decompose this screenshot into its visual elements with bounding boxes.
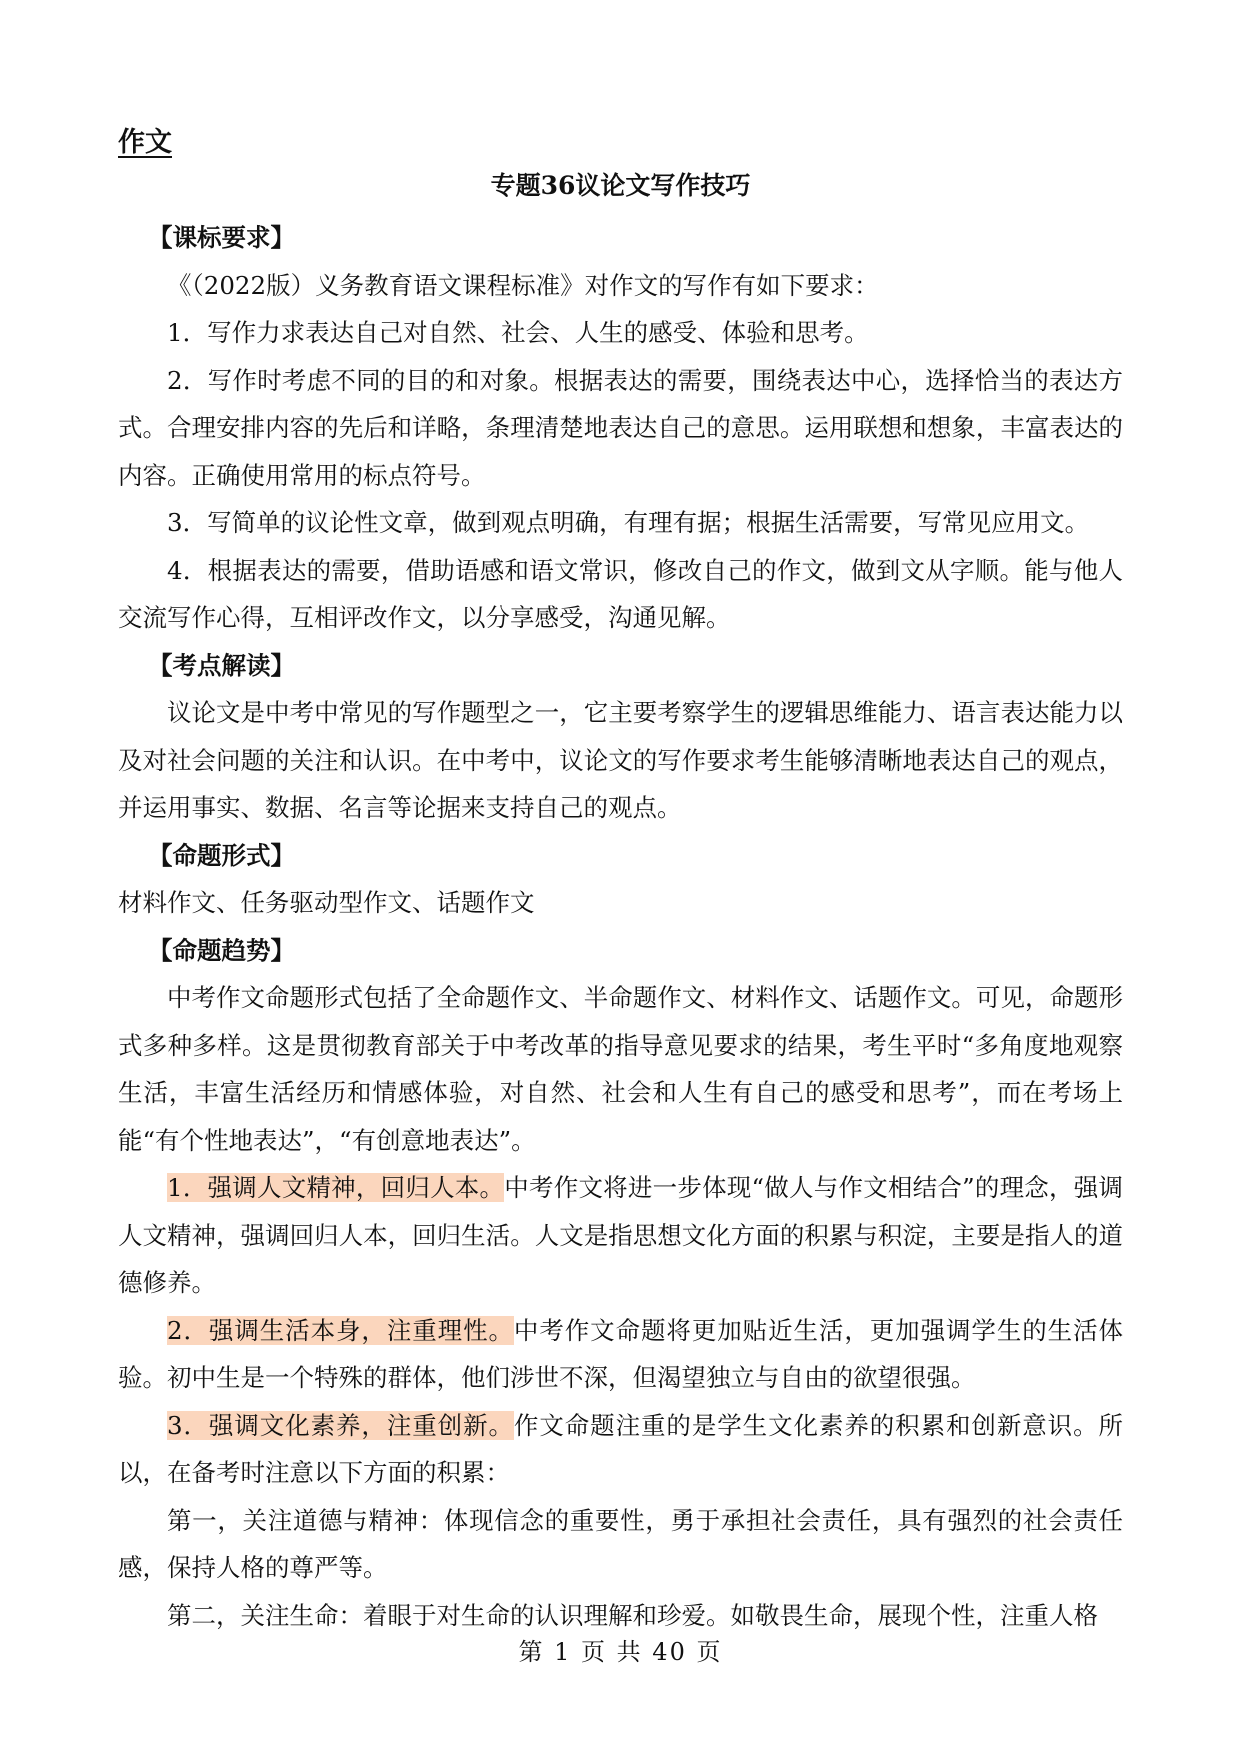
highlighted-paragraph <box>118 1164 1123 1307</box>
document-title: 专题36议论文写作技巧 <box>490 171 751 200</box>
paragraph: 4．根据表达的需要，借助语感和语文常识，修改自己的作文，做到文从字顺。能与他人交流写作心得，互相评改作文，以分享感受，沟通见解。 <box>118 555 1123 632</box>
document-body <box>118 214 1123 1639</box>
paragraph-text: 中考作文命题将更加贴近生活，更加强调学生的生活体验。初中生是一个特殊的群体，他们涉世不深，但渴望独立与自由的欲望很强。 <box>118 1315 1123 1392</box>
highlighted-key-point: 1．强调人文精神，回归人本。 <box>167 1173 505 1202</box>
highlighted-paragraph <box>118 1307 1123 1402</box>
section-heading: 【课标要求】 <box>148 223 295 252</box>
paragraph: 1．写作力求表达自己对自然、社会、人生的感受、体验和思考。 <box>167 318 869 347</box>
paragraph: 中考作文命题形式包括了全命题作文、半命题作文、材料作文、话题作文。可见，命题形式多种多样。这是贯彻教育部关于中考改革的指导意见要求的结果，考生平时“多角度地观察生活，丰富生活经历和情感体验，对自然、社会和人生有自己的感受和思考”，而在考场上能“有个性地表达”，“有创意地表达”。 <box>118 983 1123 1155</box>
paragraph: 材料作文、任务驱动型作文、话题作文 <box>118 888 535 917</box>
paragraph-text: 中考作文将进一步体现“做人与作文相结合”的理念，强调人文精神，强调回归人本，回归生活。人文是指思想文化方面的积累与积淀，主要是指人的道德修养。 <box>118 1173 1123 1297</box>
section-label: 作文 <box>118 127 172 158</box>
page-footer: 第 1 页 共 40 页 <box>518 1638 723 1666</box>
highlighted-key-point: 2．强调生活本身，注重理性。 <box>167 1315 514 1345</box>
paragraph: 议论文是中考中常见的写作题型之一，它主要考察学生的逻辑思维能力、语言表达能力以及对社会问题的关注和认识。在中考中，议论文的写作要求考生能够清晰地表达自己的观点，并运用事实、数据、名言等论据来支持自己的观点。 <box>118 698 1123 822</box>
paragraph: 《（2022版）义务教育语文课程标准》对作文的写作有如下要求： <box>167 270 879 300</box>
paragraph-text: 作文命题注重的是学生文化素养的积累和创新意识。所以，在备考时注意以下方面的积累： <box>118 1410 1123 1487</box>
section-heading: 【命题形式】 <box>148 840 295 870</box>
highlighted-paragraph <box>118 1402 1123 1497</box>
highlighted-key-point: 3．强调文化素养，注重创新。 <box>167 1410 514 1440</box>
paragraph: 3．写简单的议论性文章，做到观点明确，有理有据；根据生活需要，写常见应用文。 <box>167 508 1090 537</box>
paragraph: 第二，关注生命：着眼于对生命的认识理解和珍爱。如敬畏生命，展现个性，注重人格 <box>167 1600 1098 1630</box>
paragraph: 第一，关注道德与精神：体现信念的重要性，勇于承担社会责任，具有强烈的社会责任感，保持人格的尊严等。 <box>118 1505 1123 1582</box>
section-heading: 【考点解读】 <box>148 650 295 680</box>
paragraph: 2．写作时考虑不同的目的和对象。根据表达的需要，围绕表达中心，选择恰当的表达方式。合理安排内容的先后和详略，条理清楚地表达自己的意思。运用联想和想象，丰富表达的内容。正确使用常用的标点符号。 <box>118 365 1123 490</box>
section-heading: 【命题趋势】 <box>148 935 295 965</box>
